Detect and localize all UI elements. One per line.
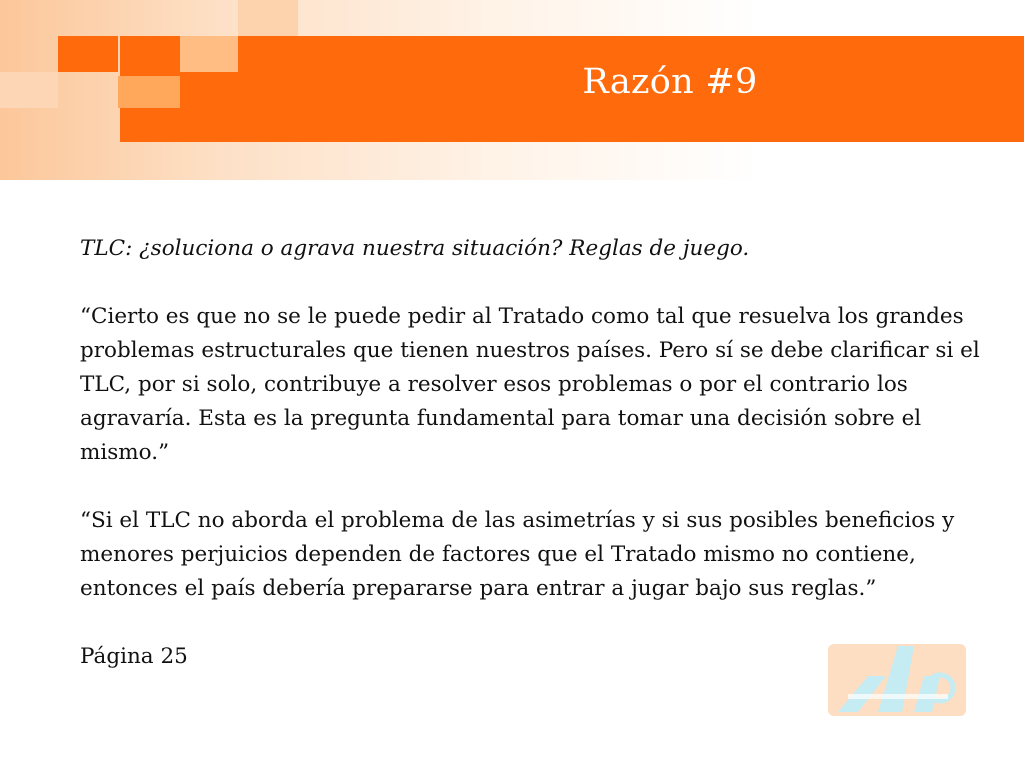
slide-title: Razón #9 — [582, 62, 758, 102]
quote-paragraph-1: “Cierto es que no se le puede pedir al Tratado como tal que resuelva los grandes problemas estructurales que tienen nuestros países. Pero sí se debe clarificar si el TLC, por si solo, contribuye a resolver esos problemas o por el contrario los agravaría. Esta es la pregunta fundamental para tomar una decisión sobre el mismo.” — [80, 304, 980, 465]
page-reference: Página 25 — [80, 644, 188, 669]
decor-square — [238, 0, 298, 36]
quote-paragraph-2: “Si el TLC no aborda el problema de las asimetrías y si sus posibles beneficios y menores perjuicios dependen de factores que el Tratado mismo no contiene, entonces el país debería prepararse para entrar a jugar bajo sus reglas.” — [80, 508, 955, 601]
decor-square — [180, 36, 238, 72]
slide-subtitle: TLC: ¿soluciona o agrava nuestra situación? Reglas de juego. — [80, 236, 750, 261]
decor-square — [58, 36, 118, 72]
decor-square — [118, 76, 180, 108]
decor-square — [0, 72, 58, 108]
organization-logo-icon — [828, 636, 968, 718]
slide-body — [80, 232, 980, 674]
